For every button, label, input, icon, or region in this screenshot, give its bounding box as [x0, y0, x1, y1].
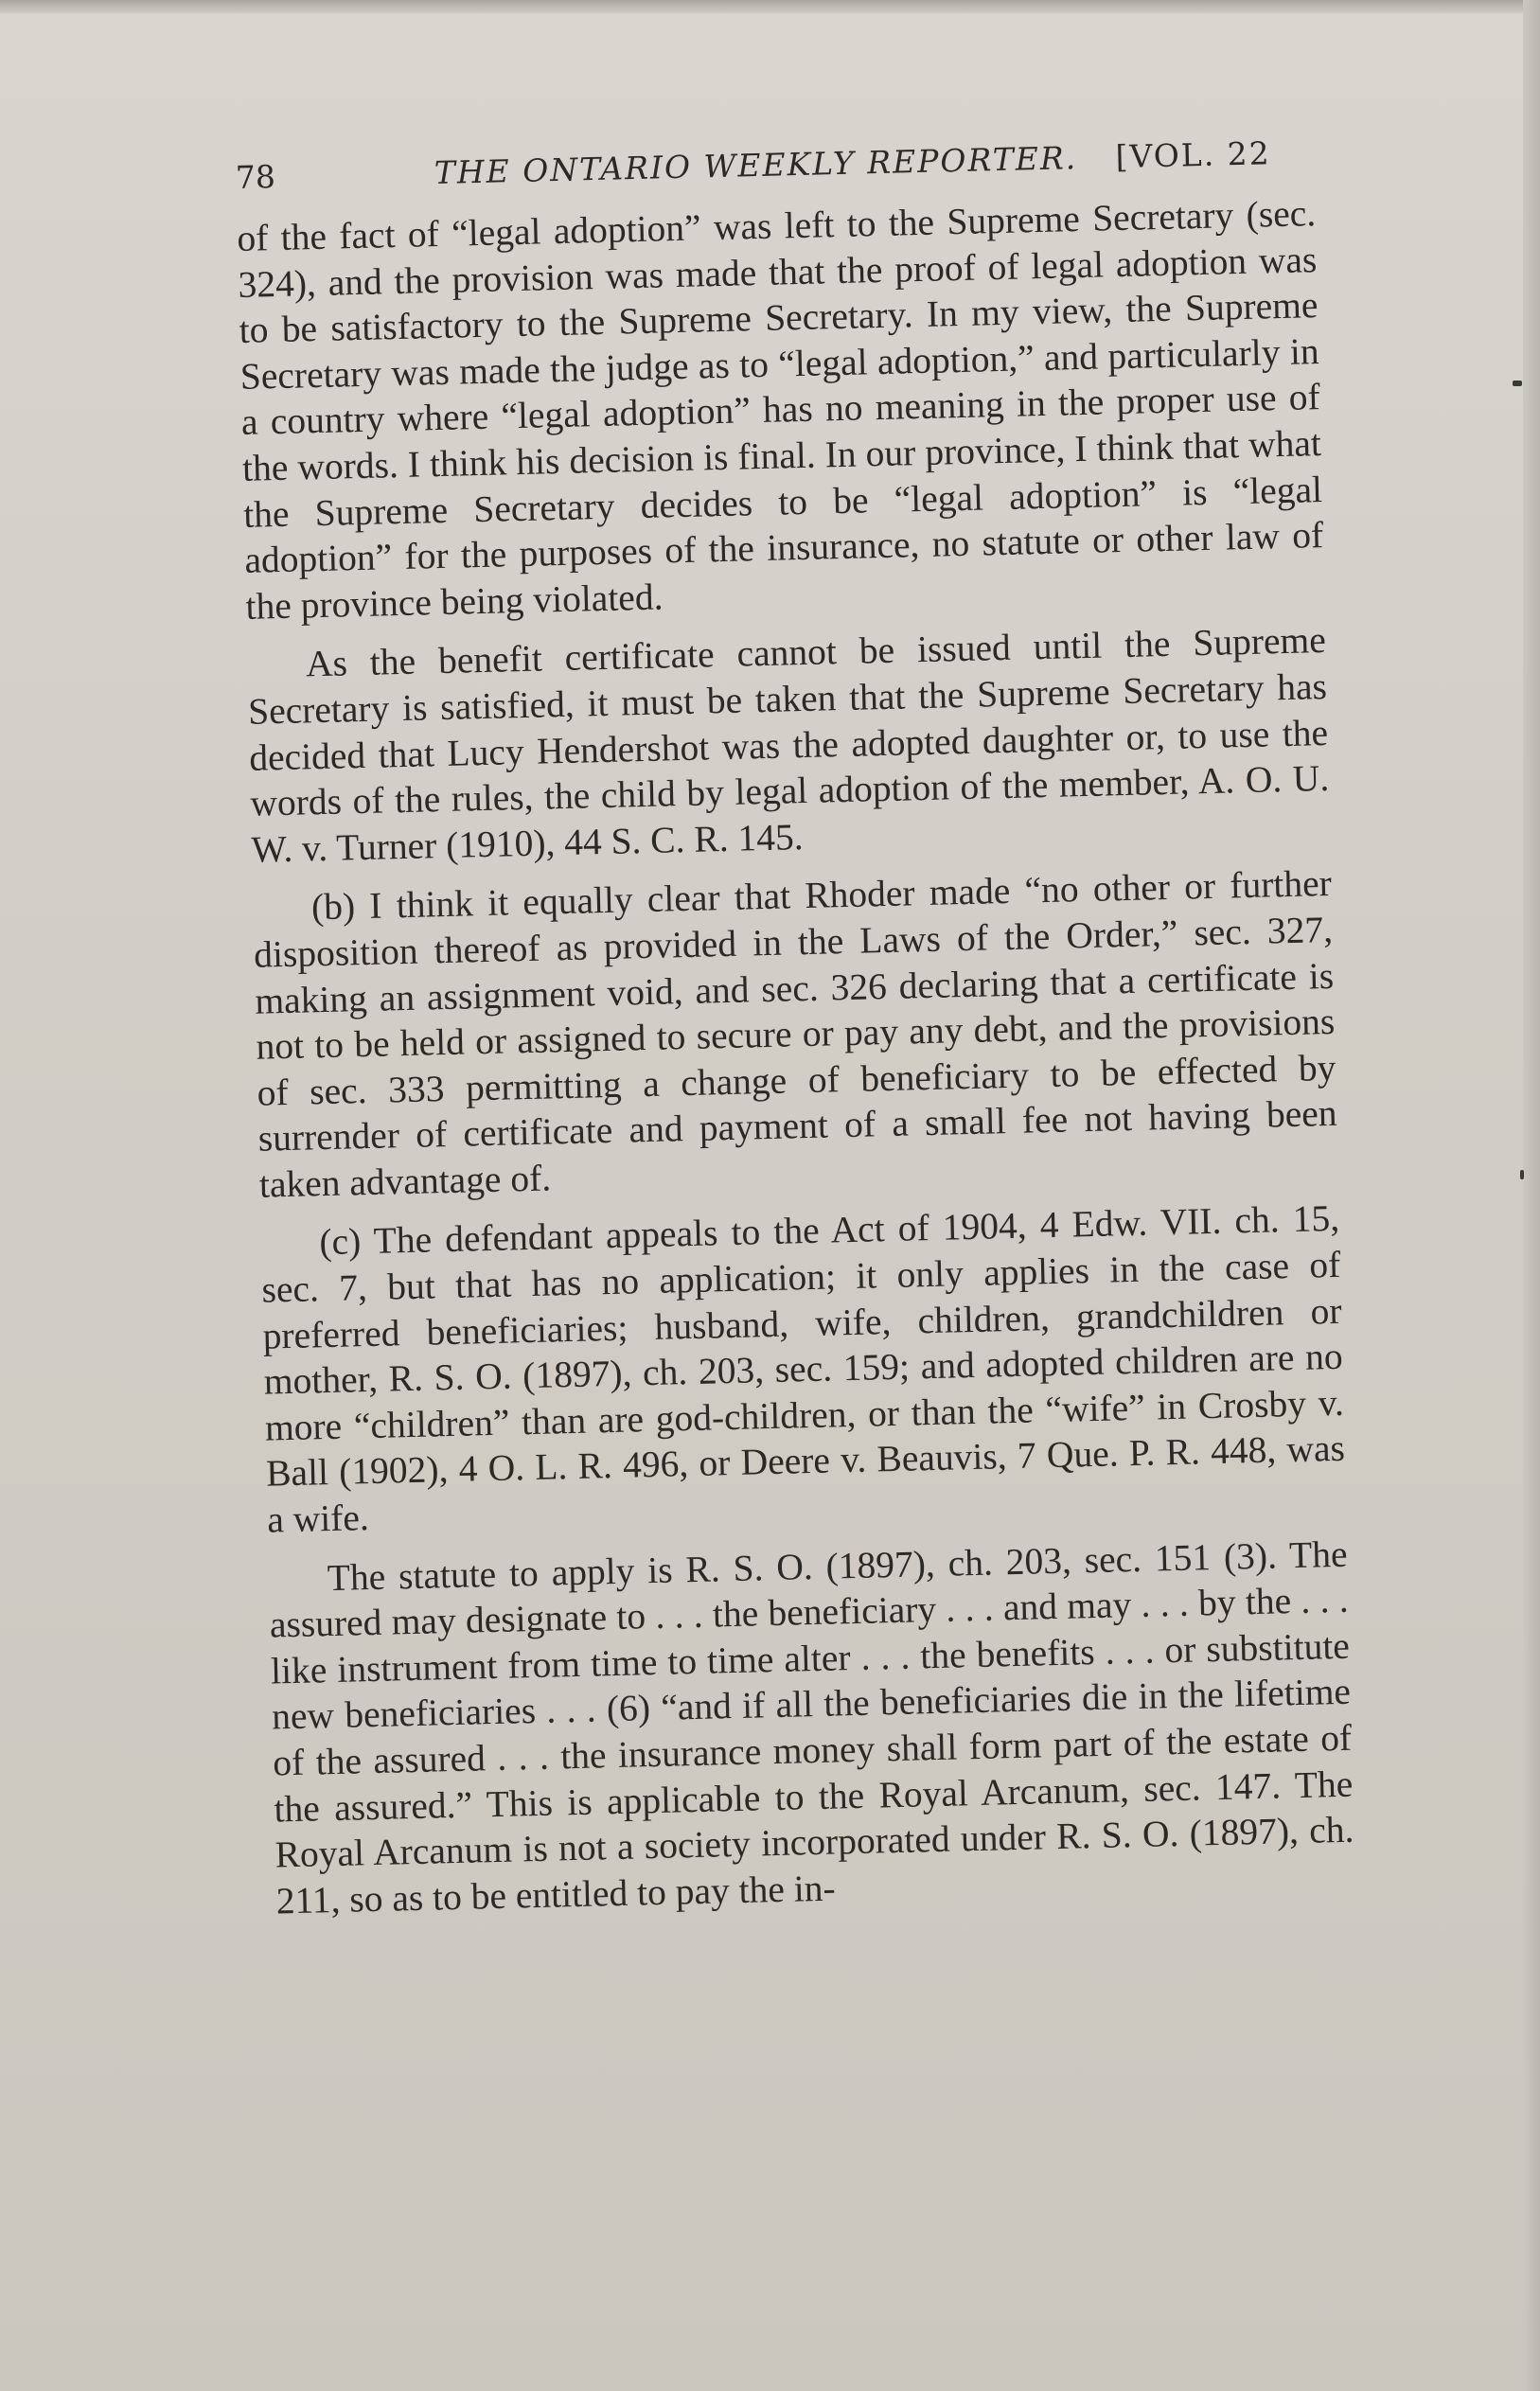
body-text: [237, 190, 1355, 1924]
paragraph: As the benefit certificate cannot be issued until the Supreme Secretary is satisfied, it must be taken that the Supreme Secretary has decided that Lucy Hendershot was the adopted daughter or, to use the words of the rules, the child by legal adoption of the member, A. O. U. W. v. Turner (1910), 44 S. C. R. 145.: [247, 619, 1330, 871]
paragraph: (c) The defendant appeals to the Act of 1904, 4 Edw. VII. ch. 15, sec. 7, but that has no application; it only applies in the case of preferred beneficiaries; husband, wife, children, grandchildren or mother, R. S. O. (1897), ch. 203, sec. 159; and adopted children are no more “children” than are god-children, or than the “wife” in Crosby v. Ball (1902), 4 O. L. R. 496, or Deere v. Beauvis, 7 Que. P. R. 448, was a wife.: [261, 1197, 1346, 1541]
page-top-edge: [0, 0, 1540, 13]
margin-speck: [1513, 381, 1522, 386]
volume-label: [VOL. 22: [1115, 134, 1272, 176]
page-content: [235, 116, 1355, 1938]
running-title: THE ONTARIO WEEKLY REPORTER.: [434, 139, 1078, 192]
margin-speck: [1520, 1170, 1524, 1179]
page-right-edge: [1523, 0, 1540, 2391]
paragraph: (b) I think it equally clear that Rhoder made “no other or further disposition thereof as provided in the Laws of the Order,” sec. 327, making an assignment void, and sec. 326 declaring that a certificate is not to be held or assigned to secure or pay any debt, and the provisions of sec. 333 permitting a change of beneficiary to be effected by surrender of certificate and payment of a small fee not having been taken advantage of.: [253, 862, 1338, 1206]
paragraph: of the fact of “legal adoption” was left to the Supreme Secretary (sec. 324), and the provision was made that the proof of legal adoption was to be satisfactory to the Supreme Secretary. In my view, the Supreme Secretary was made the judge as to “legal adoption,” and particularly in a country where “legal adoption” has no meaning in the proper use of the words. I think his decision is final. In our province, I think that what the Supreme Secretary decides to be “legal adoption” is “legal adoption” for the purposes of the insurance, no statute or other law of the province being violated.: [236, 192, 1324, 628]
running-header: [235, 116, 1315, 203]
paragraph: The statute to apply is R. S. O. (1897), ch. 203, sec. 151 (3). The assured may designate to . . . the beneficiary . . . and may . . . by the . . . like instrument from time to time alter . . . the benefits . . . or substitute new beneficiaries . . . (6) “and if all the beneficiaries die in the lifetime of the assured . . . the insurance money shall form part of the estate of the assured.” This is applicable to the Royal Arcanum, sec. 147. The Royal Arcanum is not a society incorporated under R. S. O. (1897), ch. 211, so as to be entitled to pay the in-: [269, 1532, 1354, 1922]
page-number: 78: [235, 158, 276, 196]
